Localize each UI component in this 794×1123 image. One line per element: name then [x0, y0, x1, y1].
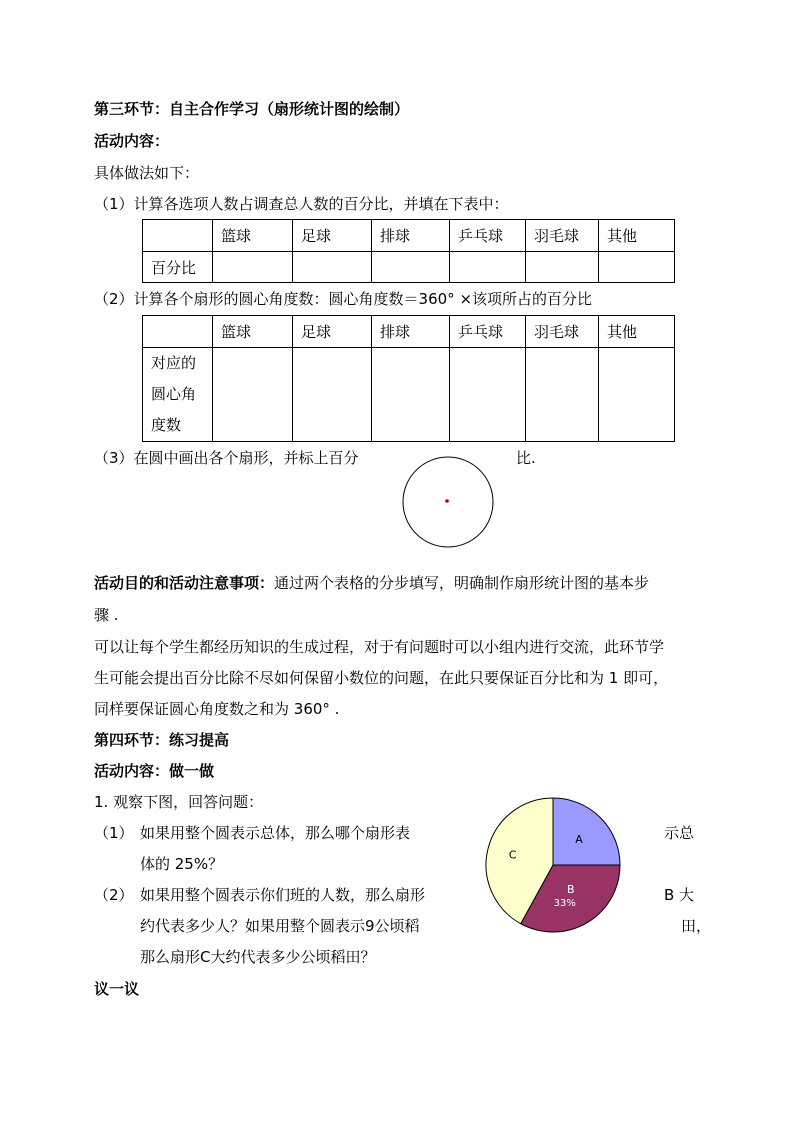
- row-label-line: 度数: [151, 416, 182, 434]
- q2-line2-end: 田，: [681, 917, 712, 935]
- table2-cell: [599, 348, 675, 442]
- table2-cell: [450, 348, 526, 442]
- q2-line2: 约代表多少人？如果用整个圆表示9公顷稻: [140, 917, 420, 935]
- table2-header: 排球: [372, 316, 450, 348]
- table2-header: 其他: [599, 316, 675, 348]
- step3-text: （3）在圆中画出各个扇形，并标上百分: [94, 449, 359, 467]
- table2-cell: [526, 348, 599, 442]
- purpose-line2: 骤 .: [94, 606, 119, 624]
- table1-header: 篮球: [213, 220, 293, 252]
- row-label-line: 对应的: [151, 354, 197, 372]
- pie-label-a: A: [575, 832, 583, 846]
- pie-slice-a: [553, 798, 620, 865]
- purpose-label: 活动目的和活动注意事项：: [94, 574, 275, 592]
- row-label-line: 圆心角: [151, 385, 197, 403]
- table1-cell: [450, 252, 526, 283]
- table1-cell: [526, 252, 599, 283]
- table2-header: 足球: [293, 316, 372, 348]
- purpose-line4: 生可能会提出百分比除不尽如何保留小数位的问题，在此只要保证百分比和为 1 即可，: [94, 669, 669, 687]
- section4-activity: 活动内容：做一做: [94, 762, 215, 780]
- step2-text: （2）计算各个扇形的圆心角度数：圆心角度数＝360° ×该项所占的百分比: [94, 290, 593, 308]
- circle-center-dot: [445, 499, 449, 503]
- q2-line3: 那么扇形C大约代表多少公顷稻田？: [140, 948, 376, 966]
- purpose-line3: 可以让每个学生都经历知识的生成过程，对于有问题时可以小组内进行交流，此环节学: [94, 638, 665, 656]
- q2-line1-end: B 大: [664, 886, 695, 904]
- section3-title: 第三环节：自主合作学习（扇形统计图的绘制）: [94, 100, 410, 118]
- table2-header: 乒乓球: [450, 316, 526, 348]
- question-intro: 1. 观察下图，回答问题：: [94, 793, 264, 811]
- q2-number: （2）: [94, 886, 134, 904]
- section4-title: 第四环节：练习提高: [94, 731, 230, 749]
- intro-text: 具体做法如下：: [94, 164, 200, 182]
- table2-header: 篮球: [213, 316, 293, 348]
- table1-header: 排球: [372, 220, 450, 252]
- step3-text-end: 比.: [516, 449, 536, 467]
- table2-cell: [372, 348, 450, 442]
- pie-label-b: B: [566, 882, 575, 896]
- table1-header: 乒乓球: [450, 220, 526, 252]
- table2-header: 羽毛球: [526, 316, 599, 348]
- table1-cell: [293, 252, 372, 283]
- blank-circle: [400, 455, 496, 551]
- pie-label-c: C: [508, 848, 517, 862]
- step1-text: （1）计算各选项人数占调查总人数的百分比，并填在下表中：: [94, 195, 509, 213]
- table2-cell: [293, 348, 372, 442]
- purpose-line1: [94, 573, 649, 593]
- pie-data-label-b: 33%: [553, 897, 576, 909]
- table1-header: 足球: [293, 220, 372, 252]
- pie-chart: [480, 795, 630, 940]
- discuss-heading: 议一议: [94, 980, 140, 998]
- table1-row-label: 百分比: [143, 252, 213, 283]
- table1-cell: [372, 252, 450, 283]
- table1-cell: [599, 252, 675, 283]
- table1-cell: [213, 252, 293, 283]
- table1-corner: [143, 220, 213, 252]
- q1-line1: 如果用整个圆表示总体，那么哪个扇形表: [140, 824, 411, 842]
- purpose-line5: 同样要保证圆心角度数之和为 360° .: [94, 700, 340, 718]
- q2-line1: 如果用整个圆表示你们班的人数，那么扇形: [140, 886, 426, 904]
- q1-number: （1）: [94, 824, 134, 842]
- table1-header: 羽毛球: [526, 220, 599, 252]
- table2-row-label: [143, 348, 213, 442]
- table2-corner: [143, 316, 213, 348]
- table1-header: 其他: [599, 220, 675, 252]
- purpose-text: 通过两个表格的分步填写，明确制作扇形统计图的基本步: [274, 574, 650, 592]
- percentage-table: [142, 219, 675, 283]
- q1-line1-end: 示总: [664, 824, 695, 842]
- angle-table: [142, 315, 675, 442]
- table2-cell: [213, 348, 293, 442]
- activity-label: 活动内容：: [94, 132, 170, 150]
- q1-line2: 体的 25%？: [140, 855, 224, 873]
